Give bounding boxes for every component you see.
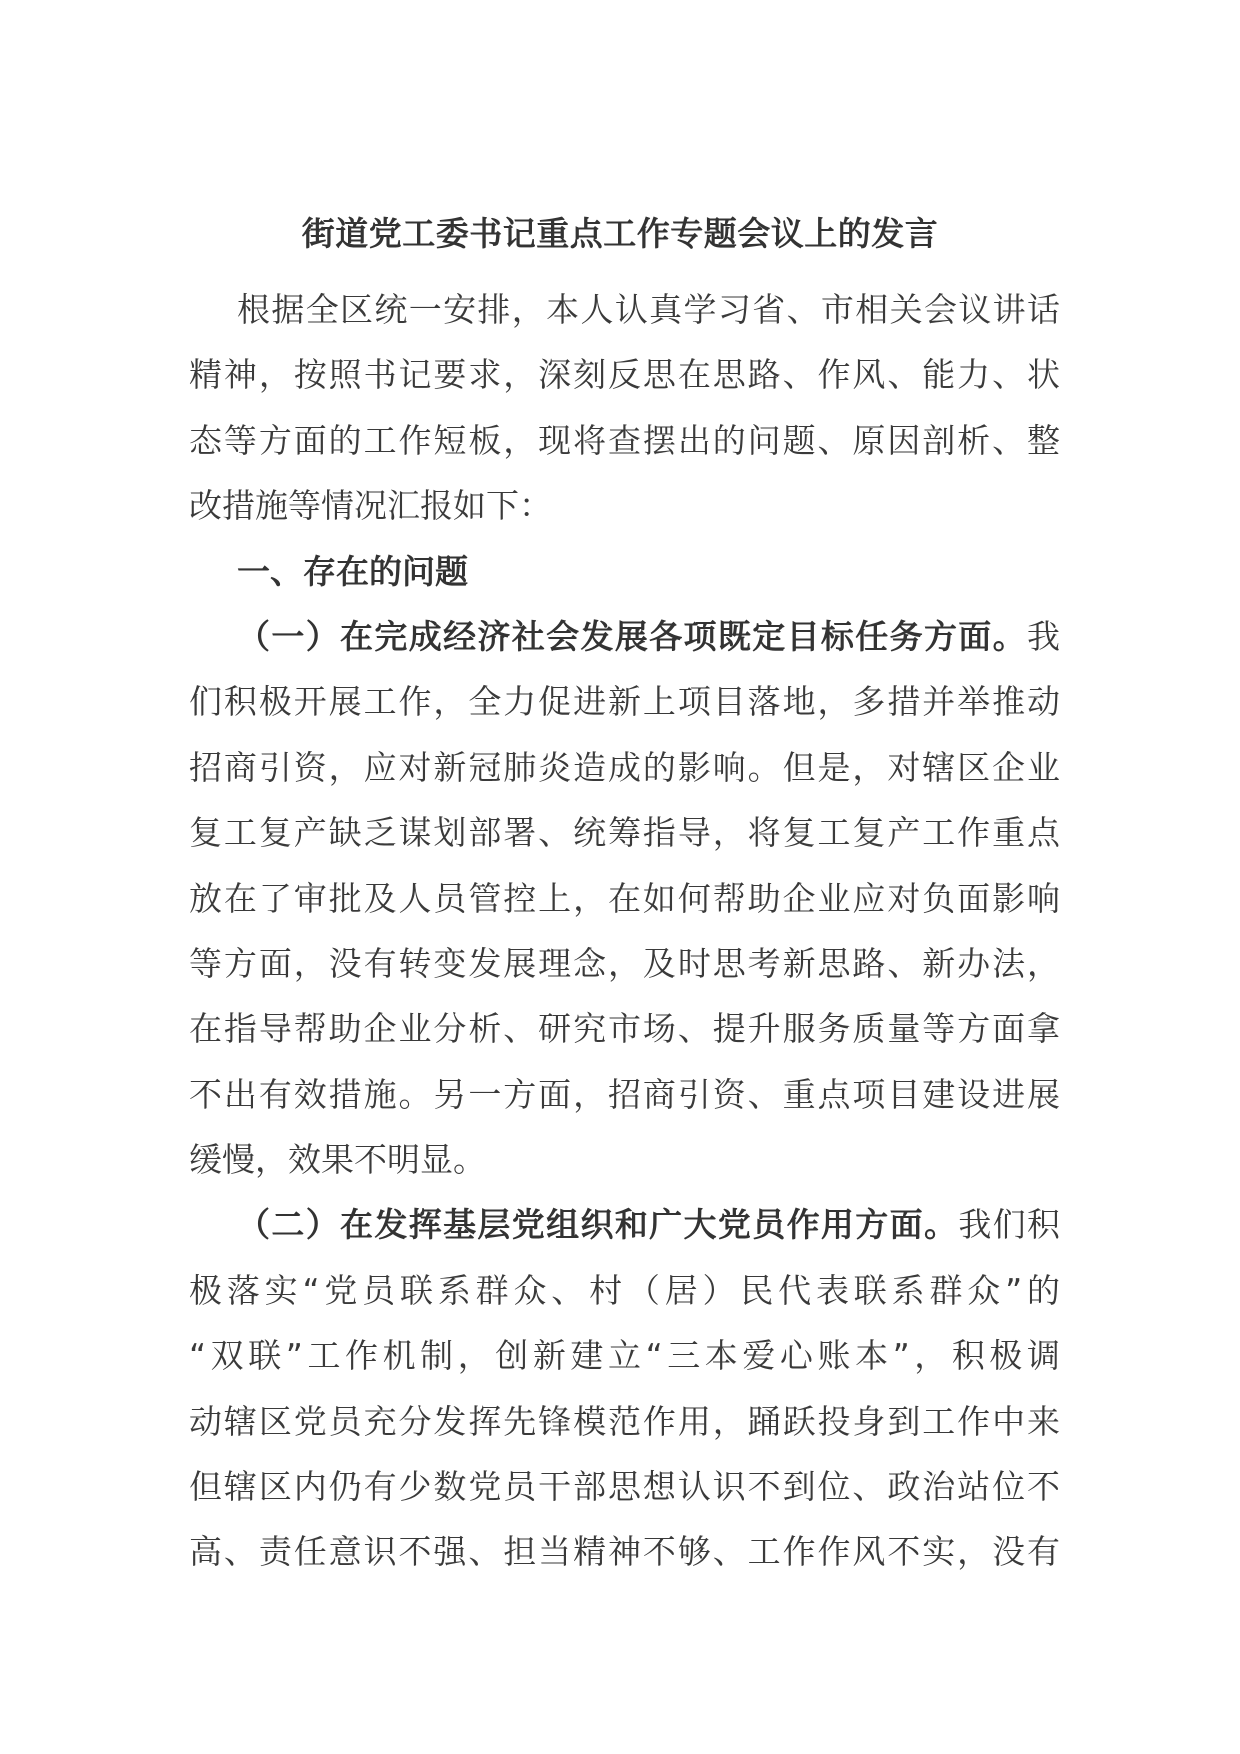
text-line <box>189 800 1060 865</box>
text-line <box>189 1454 1060 1519</box>
text-line <box>189 1127 1060 1192</box>
line-text: 放在了审批及人员管控上，在如何帮助企业应对负面影响 <box>189 878 1060 918</box>
paragraph <box>189 604 1060 1193</box>
text-line <box>189 1519 1060 1584</box>
line-text: 们积极开展工作，全力促进新上项目落地，多措并举推动 <box>189 682 1060 722</box>
document-title: 街道党工委书记重点工作专题会议上的发言 <box>301 214 939 253</box>
text-line <box>189 277 1060 342</box>
line-text: 动辖区党员充分发挥先锋模范作用，踊跃投身到工作中来 <box>189 1401 1060 1441</box>
line-text: 态等方面的工作短板，现将查摆出的问题、原因剖析、整 <box>189 420 1060 460</box>
text-line <box>189 1192 1060 1257</box>
line-text: 改措施等情况汇报如下： <box>189 486 552 526</box>
line-text: 高、责任意识不强、担当精神不够、工作作风不实，没有 <box>189 1532 1060 1572</box>
text-line <box>189 342 1060 407</box>
text-line <box>189 604 1060 669</box>
text-line <box>189 735 1060 800</box>
line-text: 我们积 <box>958 1205 1061 1245</box>
text-line <box>189 996 1060 1061</box>
bold-lead-in: （二）在发挥基层党组织和广大党员作用方面。 <box>237 1205 959 1245</box>
document-body <box>189 277 1060 1585</box>
section-heading <box>189 539 1060 604</box>
line-text: 复工复产缺乏谋划部署、统筹指导，将复工复产工作重点 <box>189 813 1060 853</box>
line-text: 不出有效措施。另一方面，招商引资、重点项目建设进展 <box>189 1074 1060 1114</box>
text-line <box>189 931 1060 996</box>
text-line <box>189 1258 1060 1323</box>
text-line <box>189 1323 1060 1388</box>
text-line <box>189 866 1060 931</box>
bold-lead-in: 一、存在的问题 <box>237 551 468 591</box>
text-line <box>189 1389 1060 1454</box>
line-text: “双联”工作机制，创新建立“三本爱心账本”，积极调 <box>189 1336 1060 1376</box>
text-line <box>189 473 1060 538</box>
text-line <box>189 1062 1060 1127</box>
bold-lead-in: （一）在完成经济社会发展各项既定目标任务方面。 <box>237 616 1027 656</box>
line-text: 我 <box>1027 616 1060 656</box>
line-text: 在指导帮助企业分析、研究市场、提升服务质量等方面拿 <box>189 1009 1060 1049</box>
text-line <box>189 669 1060 734</box>
line-text: 但辖区内仍有少数党员干部思想认识不到位、政治站位不 <box>189 1467 1060 1507</box>
paragraph <box>189 277 1060 539</box>
line-text: 根据全区统一安排，本人认真学习省、市相关会议讲话 <box>237 290 1060 329</box>
text-line <box>189 539 1060 604</box>
line-text: 缓慢，效果不明显。 <box>189 1140 486 1180</box>
line-text: 招商引资，应对新冠肺炎造成的影响。但是，对辖区企业 <box>189 747 1060 787</box>
line-text: 等方面，没有转变发展理念，及时思考新思路、新办法， <box>189 943 1060 983</box>
line-text: 精神，按照书记要求，深刻反思在思路、作风、能力、状 <box>189 355 1060 395</box>
line-text: 极落实“党员联系群众、村（居）民代表联系群众”的 <box>189 1270 1060 1310</box>
paragraph <box>189 1192 1060 1584</box>
text-line <box>189 408 1060 473</box>
